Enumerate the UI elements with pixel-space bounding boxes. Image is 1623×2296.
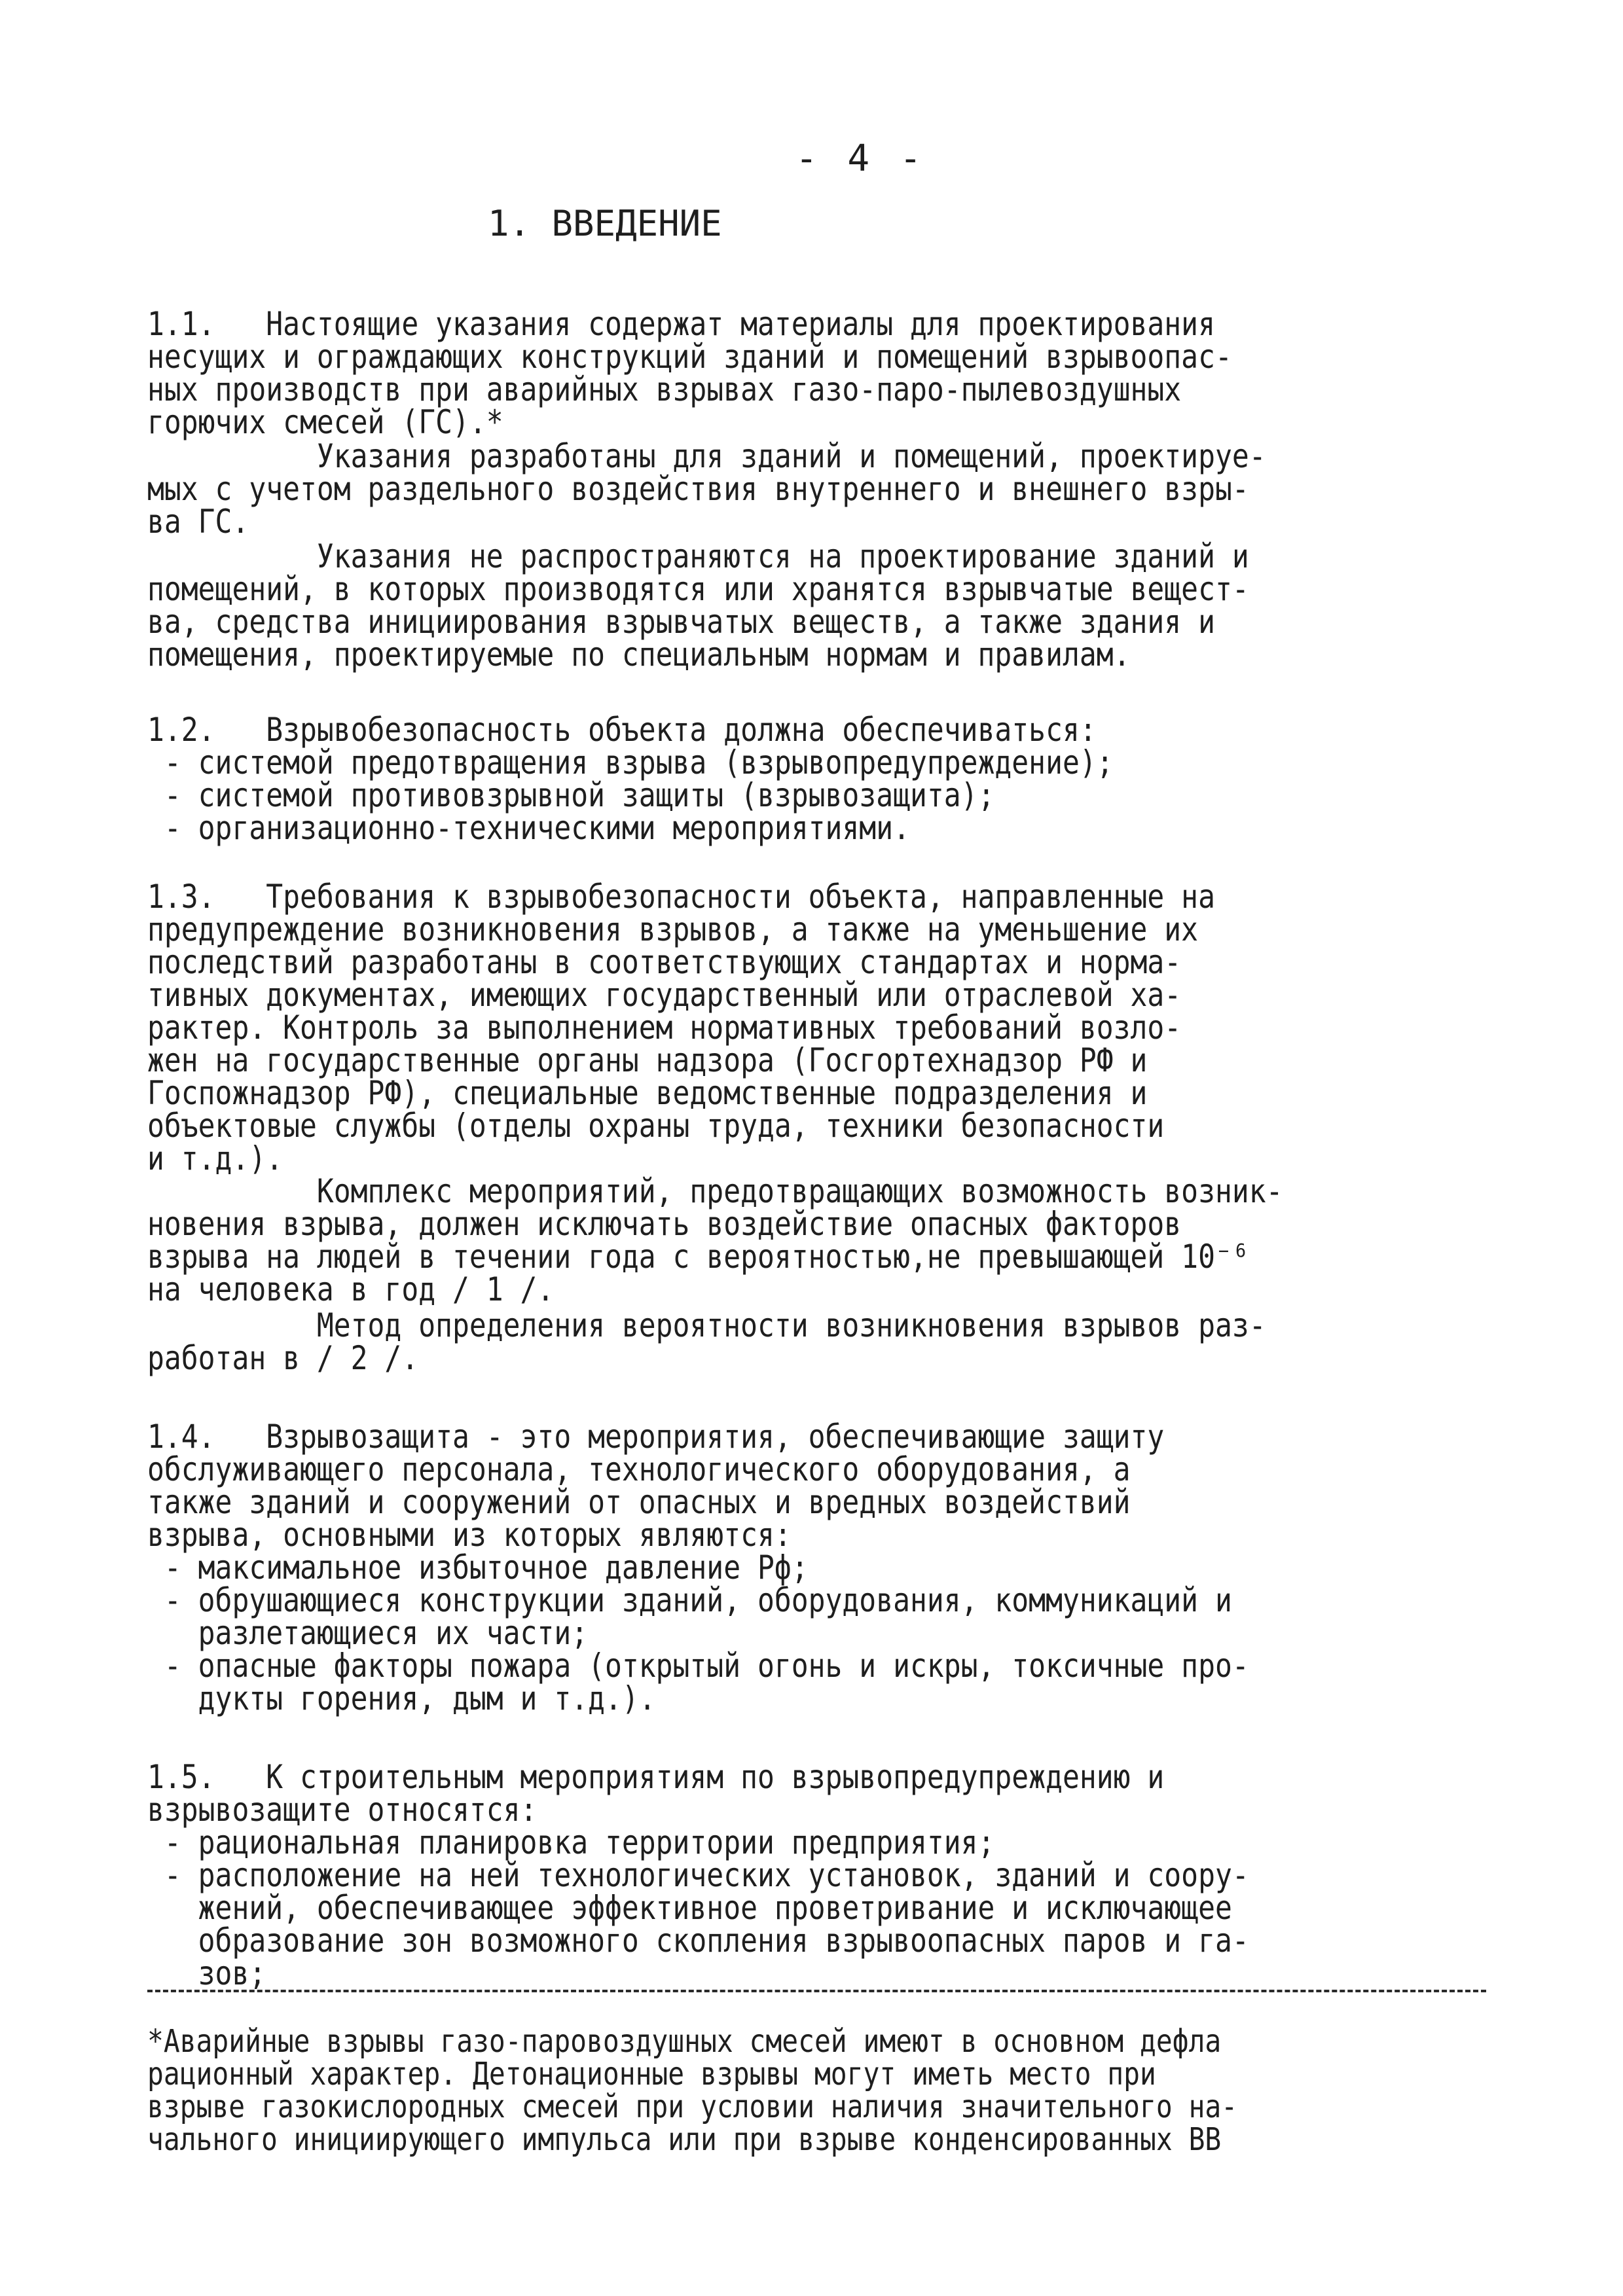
list-item: - организационно-техническими мероприятиями. [147, 809, 910, 847]
list-item: жений, обеспечивающее эффективное проветривание и исключающее [147, 1889, 1232, 1927]
text-line: рактер. Контроль за выполнением нормативных требований возло- [147, 1009, 1182, 1047]
text-line: взрывозащите относятся: [147, 1791, 538, 1829]
footnote-line: рационный характер. Детонационные взрывы могут иметь место при [147, 2056, 1156, 2092]
text-line: 1.4. Взрывозащита - это мероприятия, обеспечивающие защиту [147, 1418, 1165, 1456]
text-line: Указания разработаны для зданий и помещений, проектируе- [147, 437, 1266, 475]
list-item: зов; [147, 1954, 266, 1992]
text-line: работан в / 2 /. [147, 1339, 419, 1377]
text-line: 1.2. Взрывобезопасность объекта должна обеспечиваться: [147, 711, 1097, 749]
text-line: новения взрыва, должен исключать воздействие опасных факторов [147, 1205, 1182, 1243]
text-line: объектовые службы (отделы охраны труда, техники безопасности [147, 1107, 1165, 1145]
text-line: последствий разработаны в соответствующих стандартах и норма- [147, 943, 1182, 981]
text-line: и т.д.). [147, 1139, 283, 1177]
text-line: тивных документах, имеющих государственный или отраслевой ха- [147, 976, 1182, 1014]
list-item: - расположение на ней технологических установок, зданий и соору- [147, 1856, 1249, 1894]
text-line: обслуживающего персонала, технологического оборудования, а [147, 1450, 1131, 1488]
list-item: - опасные факторы пожара (открытый огонь и искры, токсичные про- [147, 1647, 1249, 1685]
list-item: разлетающиеся их части; [147, 1614, 589, 1652]
text-line: помещения, проектируемые по специальным нормам и правилам. [147, 636, 1131, 673]
text-line: несущих и ограждающих конструкций зданий и помещений взрывоопас- [147, 338, 1232, 376]
text-line: Комплекс мероприятий, предотвращающих возможность возник- [147, 1172, 1283, 1210]
text-line: на человека в год / 1 /. [147, 1270, 555, 1308]
text-line: взрыва на людей в течении года с вероятностью,не превышающей 10⁻⁶ [147, 1238, 1249, 1276]
footnote-line: чального инициирующего импульса или при взрыве конденсированных ВВ [147, 2121, 1222, 2158]
text-line: горючих смесей (ГС).* [147, 403, 503, 441]
text-line: помещений, в которых производятся или хранятся взрывчатые вещест- [147, 570, 1249, 608]
text-line: ва ГС. [147, 503, 249, 541]
text-line: 1.5. К строительным мероприятиям по взрывопредупреждению и [147, 1758, 1165, 1796]
text-line: Метод определения вероятности возникновения взрывов раз- [147, 1306, 1266, 1344]
list-item: дукты горения, дым и т.д.). [147, 1679, 656, 1717]
text-line: предупреждение возникновения взрывов, а также на уменьшение их [147, 910, 1199, 948]
text-line: Указания не распространяются на проектирование зданий и [147, 537, 1249, 575]
list-item: - системой противовзрывной защиты (взрывозащита); [147, 776, 995, 814]
footnote-line: *Аварийные взрывы газо-паровоздушных смесей имеют в основном дефла [147, 2023, 1222, 2060]
text-line: мых с учетом раздельного воздействия внутреннего и внешнего взры- [147, 470, 1249, 508]
text-line: взрыва, основными из которых являются: [147, 1516, 792, 1554]
text-line: Госпожнадзор РФ), специальные ведомственные подразделения и [147, 1074, 1148, 1112]
list-item: - системой предотвращения взрыва (взрывопредупреждение); [147, 744, 1114, 781]
page-number: - 4 - [795, 137, 926, 180]
list-item: - рациональная планировка территории предприятия; [147, 1823, 995, 1861]
text-line: ных производств при аварийных взрывах газо-паро-пылевоздушных [147, 370, 1182, 408]
list-item: образование зон возможного скопления взрывоопасных паров и га- [147, 1922, 1249, 1960]
text-line: 1.1. Настоящие указания содержат материалы для проектирования [147, 305, 1215, 343]
footnote-line: взрыве газокислородных смесей при условии наличия значительного на- [147, 2089, 1238, 2125]
footnote-separator [147, 1990, 1486, 1992]
text-line: ва, средства инициирования взрывчатых веществ, а также здания и [147, 603, 1215, 641]
text-line: также зданий и сооружений от опасных и вредных воздействий [147, 1483, 1131, 1521]
section-heading: 1. ВВЕДЕНИЕ [488, 203, 722, 244]
text-line: жен на государственные органы надзора (Госгортехнадзор РФ и [147, 1041, 1148, 1079]
list-item: - обрушающиеся конструкции зданий, оборудования, коммуникаций и [147, 1581, 1232, 1619]
list-item: - максимальное избыточное давление Pф; [147, 1549, 809, 1587]
text-line: 1.3. Требования к взрывобезопасности объекта, направленные на [147, 878, 1215, 916]
